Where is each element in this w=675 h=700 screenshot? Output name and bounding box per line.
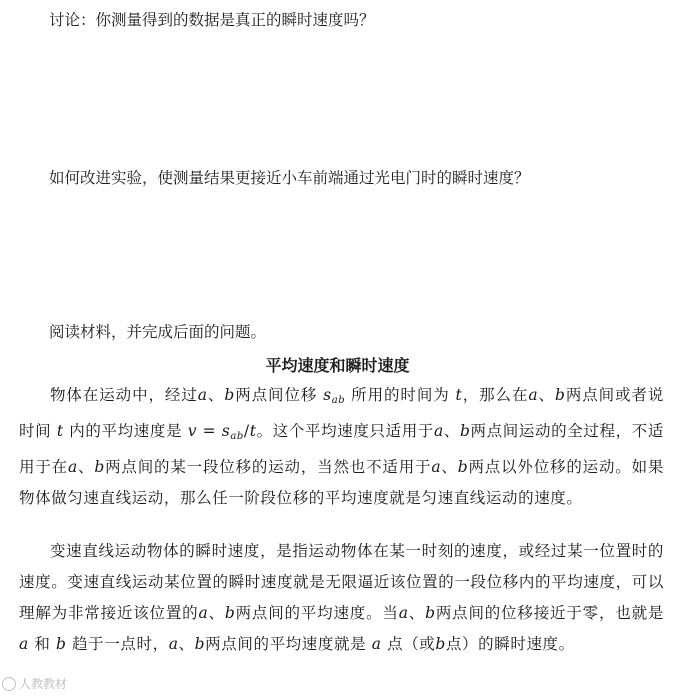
watermark xyxy=(2,675,67,692)
paragraph-average-velocity: 物体在运动中，经过a、b两点间位移 $s_{ab}$ 所用的时间为 t，那么在a、b两点间或者说时间 t 内的平均速度是 $v = s_{ab}/t$。这个平均速度只适用于a、b两点间运动的全过程，不适用于在a、b两点间的某一段位移的运动，当然也不适用于a、b两点以外位移的运动。如果物体做匀速直线运动，那么任一阶段位移的平均速度就是匀速直线运动的速度。 xyxy=(19,386,665,507)
question-discussion: 讨论：你测量得到的数据是真正的瞬时速度吗？ xyxy=(49,11,375,29)
section-title: 平均速度和瞬时速度 xyxy=(265,356,410,375)
watermark-logo-icon xyxy=(2,677,16,691)
question-improve-experiment: 如何改进实验，使测量结果更接近小车前端通过光电门时的瞬时速度？ xyxy=(49,169,530,187)
watermark-text: 人教教材 xyxy=(19,677,68,691)
reading-intro: 阅读材料，并完成后面的问题。 xyxy=(49,323,267,341)
paragraph-instantaneous-velocity: 变速直线运动物体的瞬时速度，是指运动物体在某一时刻的速度，或经过某一位置时的速度。变速直线运动某位置的瞬时速度就是无限逼近该位置的一段位移内的平均速度，可以理解为非常接近该位置的a、b两点间的平均速度。当a、b两点间的位移接近于零，也就是 a 和 b 趋于一点时，a、b两点间的平均速度就是 a 点（或b点）的瞬时速度。 xyxy=(19,542,664,653)
